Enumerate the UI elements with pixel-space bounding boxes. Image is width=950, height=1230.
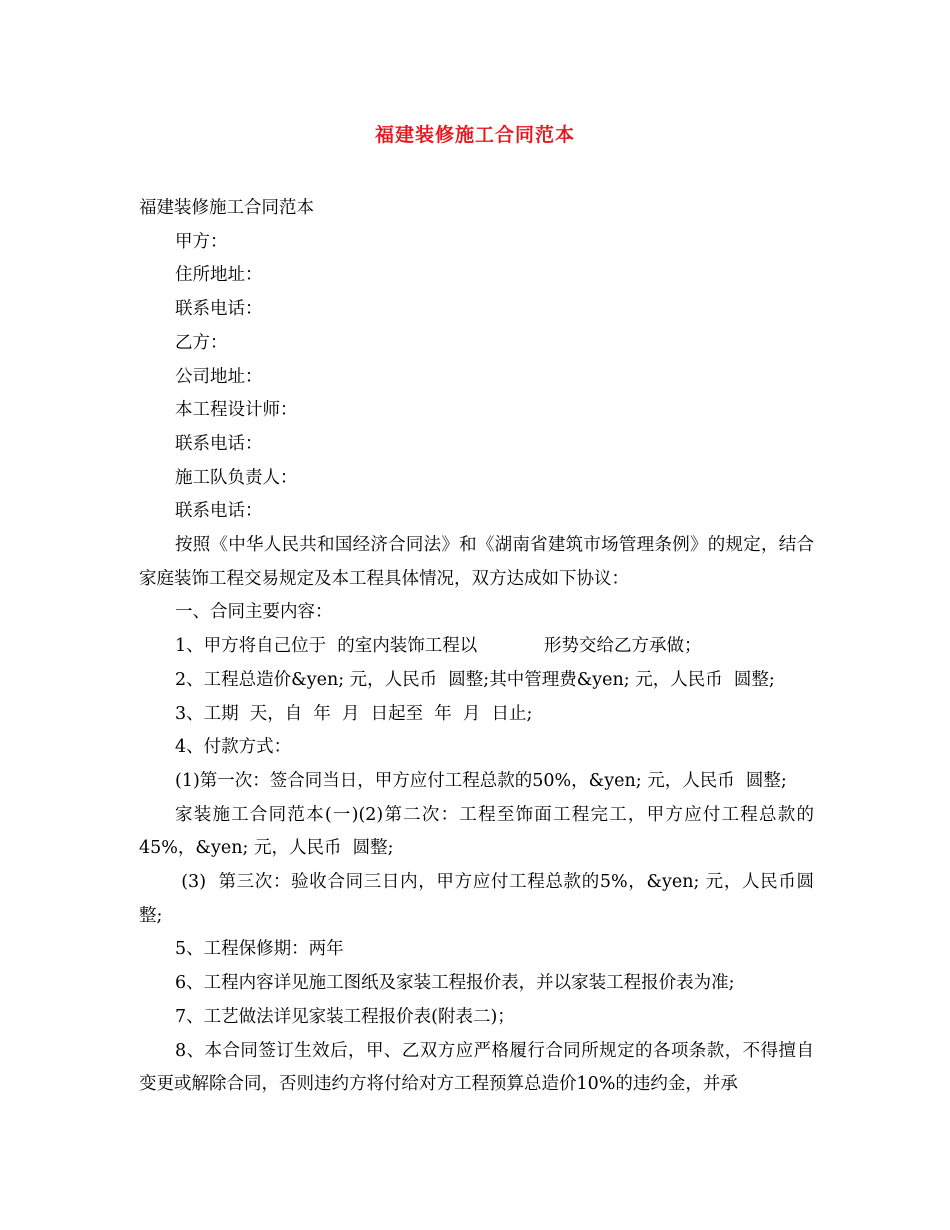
- crew-leader-phone: 联系电话：: [175, 501, 263, 522]
- section-heading-main-content: 一、合同主要内容：: [175, 602, 333, 623]
- clause-5: 5、工程保修期：两年: [175, 939, 344, 960]
- document-title: 福建装修施工合同范本: [374, 124, 575, 146]
- payment-step-1: (1)第一次：签合同当日，甲方应付工程总款的50%，&yen; 元，人民币 圆整;: [175, 770, 787, 791]
- document-body: [139, 192, 814, 1102]
- crew-leader: 施工队负责人：: [175, 467, 298, 488]
- payment-step-2: 家装施工合同范本(一)(2)第二次：工程至饰面工程完工，甲方应付工程总款的45%，&yen; 元，人民币 圆整;: [139, 804, 814, 859]
- company-address: 公司地址：: [175, 366, 263, 387]
- clause-2: 2、工程总造价&yen; 元，人民币 圆整;其中管理费&yen; 元，人民币 圆整;: [175, 669, 775, 690]
- designer: 本工程设计师：: [175, 400, 298, 421]
- clause-4: 4、付款方式：: [175, 737, 292, 758]
- party-b-label: 乙方：: [175, 332, 228, 353]
- body-heading: 福建装修施工合同范本: [139, 198, 314, 218]
- clause-7: 7、工艺做法详见家装工程报价表(附表二)；: [175, 1006, 515, 1027]
- party-a-phone: 联系电话：: [175, 299, 263, 320]
- clause-6: 6、工程内容详见施工图纸及家装工程报价表，并以家装工程报价表为准;: [175, 973, 735, 994]
- payment-step-3: (3) 第三次：验收合同三日内，甲方应付工程总款的5%，&yen; 元，人民币圆整;: [139, 872, 814, 926]
- party-a-label: 甲方：: [175, 231, 228, 252]
- designer-phone: 联系电话：: [175, 433, 263, 454]
- clause-3: 3、工期 天，自 年 月 日起至 年 月 日止;: [175, 703, 533, 724]
- clause-1: 1、甲方将自己位于 的室内装饰工程以 形势交给乙方承做；: [175, 636, 702, 657]
- legal-basis-paragraph: 按照《中华人民共和国经济合同法》和《湖南省建筑市场管理条例》的规定，结合家庭装饰工程交易规定及本工程具体情况，双方达成如下协议：: [139, 535, 814, 589]
- clause-8: 8、本合同签订生效后，甲、乙双方应严格履行合同所规定的各项条款，不得擅自变更或解除合同，否则违约方将付给对方工程预算总造价10%的违约金，并承: [139, 1040, 814, 1095]
- party-a-address: 住所地址：: [175, 265, 263, 286]
